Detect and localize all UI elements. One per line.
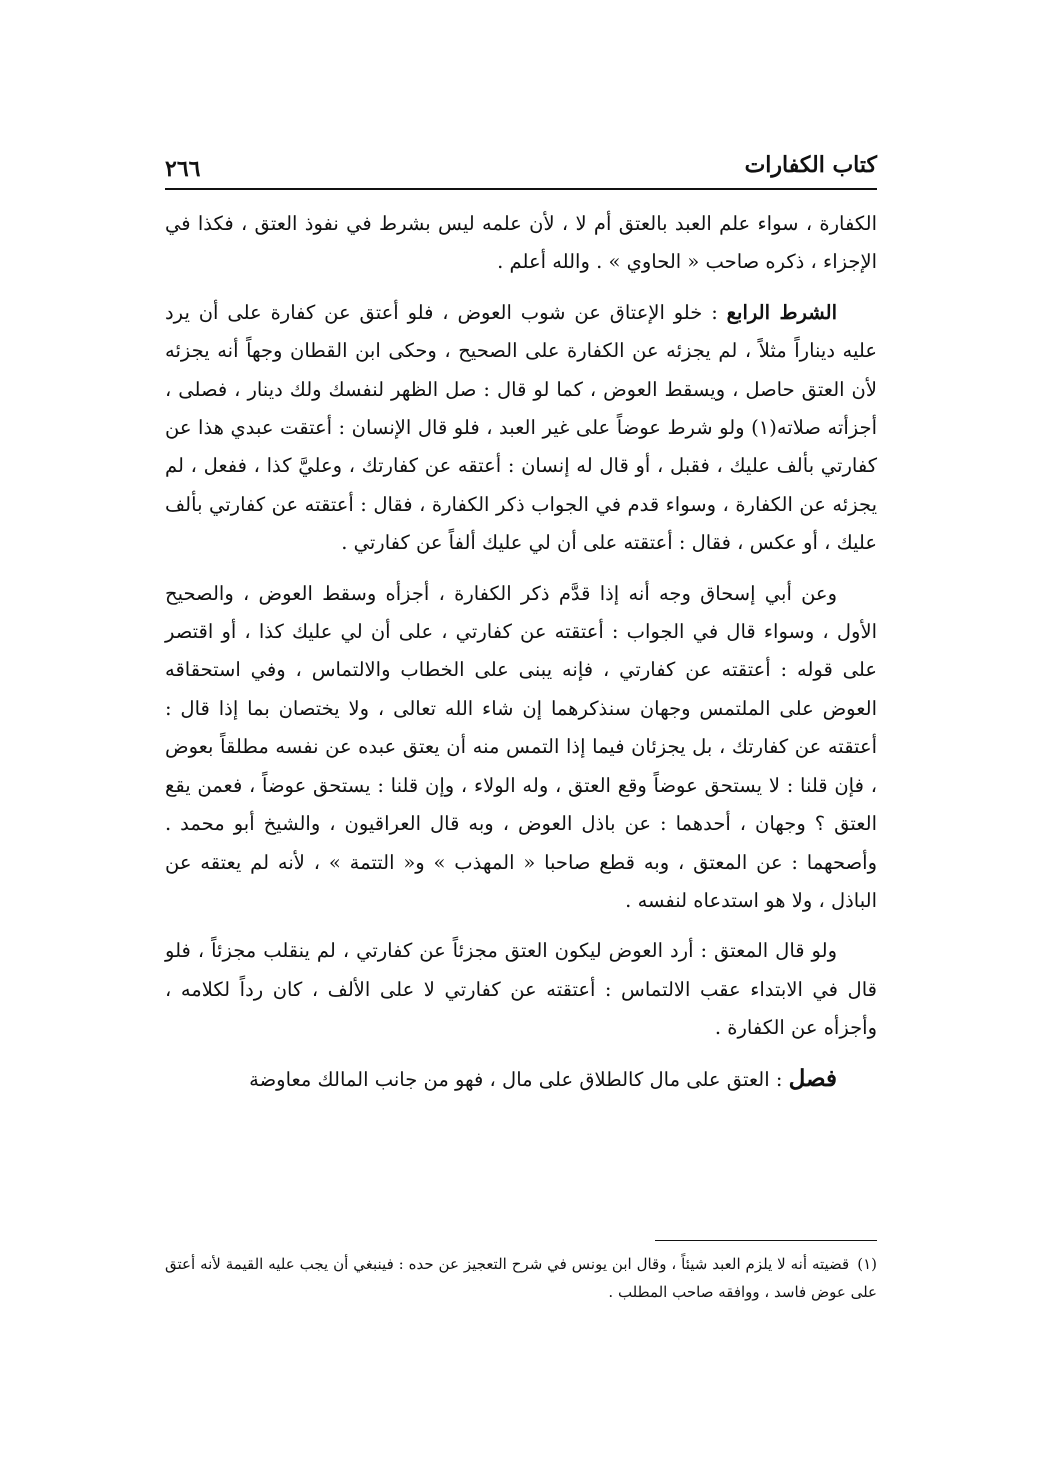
page-number: ٢٦٦ [165, 156, 201, 182]
running-header [165, 150, 877, 186]
section-heading-fasl: فصل [788, 1064, 837, 1092]
footnote [165, 1250, 877, 1306]
paragraph-2 [165, 294, 877, 563]
paragraph-3 [165, 575, 877, 921]
book-title: كتاب الكفارات [744, 152, 877, 178]
paragraph-text: وعن أبي إسحاق وجه أنه إذا قدَّم ذكر الكفارة ، أجزأه وسقط العوض ، والصحيح الأول ، وسواء قال في الجواب : أعتقته عن كفارتي ، على أن لي عليك كذا ، أو اقتصر على قوله : أعتقته عن كفارتي ، فإنه يبنى على الخطاب والالتماس ، وفي استحقاقه العوض على الملتمس وجهان سنذكرهما إن شاء الله تعالى ، ولا يختصان بما إذا قال : أعتقته عن كفارتك ، بل يجزئان فيما إذا التمس منه أن يعتق عبده عن نفسه مطلقاً بعوض ، فإن قلنا : لا يستحق عوضاً وقع العتق ، وله الولاء ، وإن قلنا : يستحق عوضاً ، فعمن يقع العتق ؟ وجهان ، أحدهما : عن باذل العوض ، وبه قال العراقيون ، والشيخ أبو محمد . وأصحهما : عن المعتق ، وبه قطع صاحبا « المهذب » و« التتمة » ، لأنه لم يعتقه عن الباذل ، ولا هو استدعاه لنفسه . [165, 581, 877, 912]
main-text [165, 205, 877, 1111]
paragraph-text: الكفارة ، سواء علم العبد بالعتق أم لا ، لأن علمه ليس بشرط في نفوذ العتق ، فكذا في الإجزاء ، ذكره صاحب « الحاوي » . والله أعلم . [165, 212, 877, 274]
paragraph-5 [165, 1060, 877, 1099]
paragraph-text: : خلو الإعتاق عن شوب العوض ، فلو أعتق عن كفارة على أن يرد عليه ديناراً مثلاً ، لم يجزئه عن الكفارة على الصحيح ، وحكى ابن القطان وجهاً أنه يجزئه لأن العتق حاصل ، ويسقط العوض ، كما لو قال : صل الظهر لنفسك ولك دينار ، فصلى ، أجزأته صلاته(١) ولو شرط عوضاً على غير العبد ، فلو قال الإنسان : أعتقت عبدي هذا عن كفارتي بألف عليك ، فقبل ، أو قال له إنسان : أعتقه عن كفارتك ، وعليَّ كذا ، ففعل ، لم يجزئه عن الكفارة ، وسواء قدم في الجواب ذكر الكفارة ، فقال : أعتقته عن كفارتي بألف عليك ، أو عكس ، فقال : أعتقته على أن لي عليك ألفاً عن كفارتي . [165, 300, 877, 555]
paragraph-4 [165, 932, 877, 1047]
footnote-number: (١) [857, 1255, 877, 1273]
section-heading-fourth-condition: الشرط الرابع [726, 300, 837, 324]
footnote-rule [655, 1240, 877, 1241]
paragraph-text: : العتق على مال كالطلاق على مال ، فهو من جانب المالك معاوضة [249, 1067, 789, 1091]
footnote-text: قضيته أنه لا يلزم العبد شيئاً ، وقال ابن يونس في شرح التعجيز عن حده : فينبغي أن يجب عليه القيمة لأنه أعتق على عوض فاسد ، ووافقه صاحب المطلب . [165, 1255, 877, 1301]
header-rule [165, 188, 877, 190]
paragraph-1 [165, 205, 877, 282]
paragraph-text: ولو قال المعتق : أرد العوض ليكون العتق مجزئاً عن كفارتي ، لم ينقلب مجزئاً ، فلو قال في الابتداء عقب الالتماس : أعتقته عن كفارتي لا على الألف ، كان رداً لكلامه ، وأجزأه عن الكفارة . [165, 939, 877, 1040]
